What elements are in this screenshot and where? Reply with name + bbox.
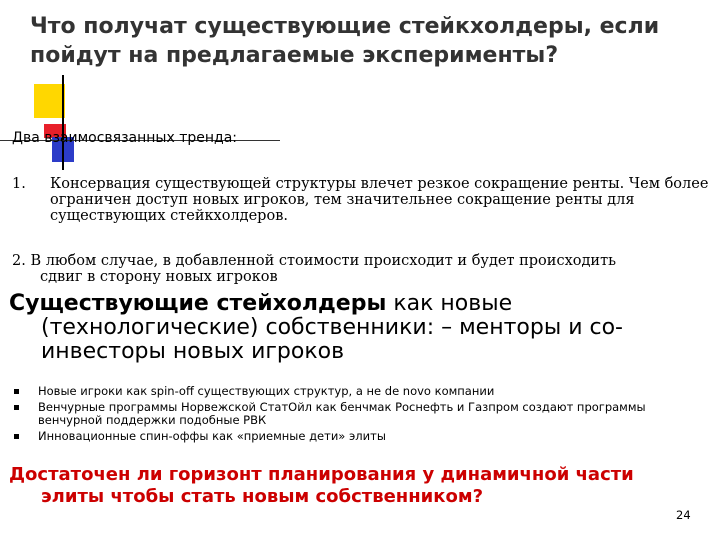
bullet-item [12, 401, 712, 427]
main-statement [9, 292, 709, 364]
main-statement-bold: Существующие стейхолдеры [9, 291, 387, 316]
item-1-text: Консервация существующей структуры влечет резкое сокращение ренты. Чем более ограничен доступ новых игроков, тем значительнее сокращение ренты для существующих стейкхолдеров. [50, 176, 709, 224]
closing-question [9, 464, 714, 508]
numbered-item-1 [12, 176, 712, 224]
question-line-2: элиты чтобы стать новым собственником? [41, 486, 484, 507]
bullet-list [12, 385, 712, 446]
bullet-item [12, 430, 712, 443]
bullet-square-icon [14, 434, 19, 439]
decorative-yellow-square [34, 84, 65, 118]
subheading: Два взаимосвязанных тренда: [12, 130, 237, 146]
page-number: 24 [676, 508, 691, 522]
bullet-square-icon [14, 405, 19, 410]
main-statement-continuation: (технологические) собственники: – менторы и со-инвесторы новых игроков [41, 315, 623, 364]
question-line-1: Достаточен ли горизонт планирования у динамичной части [9, 464, 634, 485]
bullet-text: Новые игроки как spin-off существующих структур, а не de novo компании [38, 384, 495, 398]
numbered-item-2 [12, 253, 712, 285]
bullet-text: Инновационные спин-оффы как «приемные дети» элиты [38, 429, 386, 443]
decorative-vertical-line [62, 75, 64, 170]
bullet-item [12, 385, 712, 398]
main-statement-rest: как новые [386, 291, 513, 316]
slide-title: Что получат существующие стейкхолдеры, если пойдут на предлагаемые эксперименты? [30, 14, 660, 68]
item-2-line-2: сдвиг в сторону новых игроков [40, 269, 278, 285]
item-1-number: 1. [12, 176, 26, 192]
bullet-square-icon [14, 389, 19, 394]
item-2-line-1: 2. В любом случае, в добавленной стоимости происходит и будет происходить [12, 253, 616, 269]
bullet-text: Венчурные программы Норвежской СтатОйл как бенчмак Роснефть и Газпром создают программы венчурной поддержки подобные РВК [38, 400, 646, 427]
